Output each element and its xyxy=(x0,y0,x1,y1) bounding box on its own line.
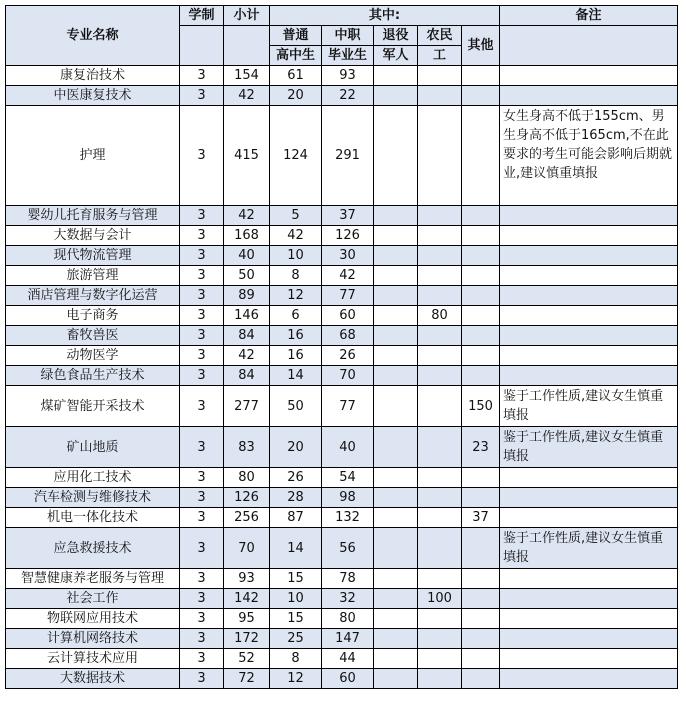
cell-general: 6 xyxy=(270,306,322,326)
header-migrant-line1: 农民 xyxy=(418,26,462,46)
cell-migrant xyxy=(418,427,462,468)
cell-remarks xyxy=(500,86,678,106)
cell-migrant xyxy=(418,106,462,206)
cell-remarks: 女生身高不低于155cm、男生身高不低于165cm,不在此要求的考生可能会影响后期就业,建议慎重填报 xyxy=(500,106,678,206)
table-row xyxy=(6,66,678,86)
cell-vocational: 77 xyxy=(322,286,374,306)
cell-general: 12 xyxy=(270,286,322,306)
cell-veteran xyxy=(374,226,418,246)
cell-other: 150 xyxy=(462,386,500,427)
cell-veteran xyxy=(374,86,418,106)
cell-subtotal: 89 xyxy=(224,286,270,306)
table-row xyxy=(6,206,678,226)
cell-remarks xyxy=(500,266,678,286)
cell-migrant xyxy=(418,226,462,246)
cell-years: 3 xyxy=(180,609,224,629)
cell-vocational: 68 xyxy=(322,326,374,346)
cell-veteran xyxy=(374,427,418,468)
cell-vocational: 40 xyxy=(322,427,374,468)
cell-major: 绿色食品生产技术 xyxy=(6,366,180,386)
header-other: 其他 xyxy=(462,26,500,66)
cell-veteran xyxy=(374,488,418,508)
cell-veteran xyxy=(374,468,418,488)
cell-subtotal: 42 xyxy=(224,346,270,366)
enrollment-plan-table xyxy=(5,5,678,689)
cell-migrant: 80 xyxy=(418,306,462,326)
header-among: 其中: xyxy=(270,6,500,26)
table-row xyxy=(6,306,678,326)
cell-vocational: 56 xyxy=(322,528,374,569)
header-years-blank xyxy=(180,26,224,66)
cell-general: 10 xyxy=(270,246,322,266)
cell-major: 矿山地质 xyxy=(6,427,180,468)
cell-subtotal: 154 xyxy=(224,66,270,86)
cell-veteran xyxy=(374,346,418,366)
cell-subtotal: 95 xyxy=(224,609,270,629)
cell-major: 机电一体化技术 xyxy=(6,508,180,528)
cell-years: 3 xyxy=(180,528,224,569)
cell-years: 3 xyxy=(180,106,224,206)
cell-veteran xyxy=(374,629,418,649)
cell-general: 26 xyxy=(270,468,322,488)
table-row xyxy=(6,386,678,427)
cell-major: 大数据与会计 xyxy=(6,226,180,246)
cell-general: 12 xyxy=(270,669,322,689)
cell-vocational: 32 xyxy=(322,589,374,609)
table-row xyxy=(6,266,678,286)
cell-vocational: 26 xyxy=(322,346,374,366)
table-header xyxy=(6,6,678,66)
cell-vocational: 22 xyxy=(322,86,374,106)
enrollment-table-container xyxy=(5,5,678,689)
header-subtotal: 小计 xyxy=(224,6,270,26)
cell-major: 汽车检测与维修技术 xyxy=(6,488,180,508)
cell-other xyxy=(462,629,500,649)
header-vocational-line2: 毕业生 xyxy=(322,46,374,66)
cell-years: 3 xyxy=(180,488,224,508)
cell-other xyxy=(462,669,500,689)
table-row xyxy=(6,106,678,206)
table-row xyxy=(6,246,678,266)
cell-remarks xyxy=(500,569,678,589)
cell-years: 3 xyxy=(180,386,224,427)
cell-other: 23 xyxy=(462,427,500,468)
header-general-hs-line1: 普通 xyxy=(270,26,322,46)
cell-other xyxy=(462,366,500,386)
cell-general: 50 xyxy=(270,386,322,427)
table-row xyxy=(6,366,678,386)
cell-migrant xyxy=(418,386,462,427)
cell-vocational: 132 xyxy=(322,508,374,528)
cell-remarks xyxy=(500,246,678,266)
cell-general: 28 xyxy=(270,488,322,508)
cell-subtotal: 277 xyxy=(224,386,270,427)
cell-major: 动物医学 xyxy=(6,346,180,366)
cell-general: 15 xyxy=(270,569,322,589)
table-row xyxy=(6,669,678,689)
cell-other: 37 xyxy=(462,508,500,528)
cell-remarks xyxy=(500,669,678,689)
cell-subtotal: 146 xyxy=(224,306,270,326)
cell-other xyxy=(462,569,500,589)
cell-other xyxy=(462,66,500,86)
cell-major: 应急救援技术 xyxy=(6,528,180,569)
header-subtotal-blank xyxy=(224,26,270,66)
cell-years: 3 xyxy=(180,246,224,266)
cell-other xyxy=(462,306,500,326)
table-row xyxy=(6,86,678,106)
cell-major: 畜牧兽医 xyxy=(6,326,180,346)
cell-major: 中医康复技术 xyxy=(6,86,180,106)
cell-years: 3 xyxy=(180,629,224,649)
cell-years: 3 xyxy=(180,206,224,226)
cell-major: 酒店管理与数字化运营 xyxy=(6,286,180,306)
cell-migrant xyxy=(418,246,462,266)
cell-general: 124 xyxy=(270,106,322,206)
cell-veteran xyxy=(374,66,418,86)
cell-years: 3 xyxy=(180,366,224,386)
cell-subtotal: 70 xyxy=(224,528,270,569)
cell-years: 3 xyxy=(180,286,224,306)
table-row xyxy=(6,609,678,629)
cell-major: 智慧健康养老服务与管理 xyxy=(6,569,180,589)
cell-veteran xyxy=(374,326,418,346)
cell-other xyxy=(462,106,500,206)
cell-veteran xyxy=(374,386,418,427)
cell-subtotal: 80 xyxy=(224,468,270,488)
cell-veteran xyxy=(374,286,418,306)
cell-remarks xyxy=(500,226,678,246)
cell-migrant xyxy=(418,66,462,86)
cell-general: 5 xyxy=(270,206,322,226)
cell-major: 计算机网络技术 xyxy=(6,629,180,649)
table-row xyxy=(6,528,678,569)
cell-years: 3 xyxy=(180,266,224,286)
cell-migrant xyxy=(418,86,462,106)
cell-migrant: 100 xyxy=(418,589,462,609)
cell-general: 15 xyxy=(270,609,322,629)
cell-other xyxy=(462,468,500,488)
cell-general: 42 xyxy=(270,226,322,246)
cell-vocational: 126 xyxy=(322,226,374,246)
cell-veteran xyxy=(374,528,418,569)
table-row xyxy=(6,488,678,508)
cell-remarks xyxy=(500,306,678,326)
cell-other xyxy=(462,286,500,306)
cell-other xyxy=(462,649,500,669)
cell-subtotal: 84 xyxy=(224,326,270,346)
cell-veteran xyxy=(374,669,418,689)
cell-subtotal: 126 xyxy=(224,488,270,508)
table-row xyxy=(6,589,678,609)
cell-remarks: 鉴于工作性质,建议女生慎重填报 xyxy=(500,427,678,468)
cell-migrant xyxy=(418,609,462,629)
header-veteran-line2: 军人 xyxy=(374,46,418,66)
table-row xyxy=(6,427,678,468)
cell-years: 3 xyxy=(180,649,224,669)
table-row xyxy=(6,569,678,589)
cell-remarks xyxy=(500,629,678,649)
cell-remarks xyxy=(500,488,678,508)
cell-major: 物联网应用技术 xyxy=(6,609,180,629)
cell-remarks xyxy=(500,609,678,629)
cell-vocational: 60 xyxy=(322,669,374,689)
cell-major: 现代物流管理 xyxy=(6,246,180,266)
cell-veteran xyxy=(374,609,418,629)
cell-other xyxy=(462,206,500,226)
header-major: 专业名称 xyxy=(6,6,180,66)
cell-migrant xyxy=(418,346,462,366)
cell-years: 3 xyxy=(180,427,224,468)
cell-other xyxy=(462,488,500,508)
cell-veteran xyxy=(374,508,418,528)
cell-veteran xyxy=(374,589,418,609)
cell-vocational: 70 xyxy=(322,366,374,386)
cell-years: 3 xyxy=(180,346,224,366)
cell-subtotal: 93 xyxy=(224,569,270,589)
cell-remarks: 鉴于工作性质,建议女生慎重填报 xyxy=(500,528,678,569)
header-veteran-line1: 退役 xyxy=(374,26,418,46)
header-remarks-blank xyxy=(500,26,678,66)
header-general-hs-line2: 高中生 xyxy=(270,46,322,66)
cell-remarks xyxy=(500,649,678,669)
cell-major: 护理 xyxy=(6,106,180,206)
cell-years: 3 xyxy=(180,468,224,488)
cell-subtotal: 84 xyxy=(224,366,270,386)
cell-vocational: 147 xyxy=(322,629,374,649)
cell-subtotal: 172 xyxy=(224,629,270,649)
cell-migrant xyxy=(418,266,462,286)
cell-remarks xyxy=(500,326,678,346)
cell-years: 3 xyxy=(180,306,224,326)
cell-subtotal: 72 xyxy=(224,669,270,689)
cell-general: 16 xyxy=(270,346,322,366)
cell-general: 61 xyxy=(270,66,322,86)
cell-migrant xyxy=(418,569,462,589)
cell-vocational: 78 xyxy=(322,569,374,589)
cell-remarks xyxy=(500,206,678,226)
cell-general: 14 xyxy=(270,528,322,569)
cell-major: 电子商务 xyxy=(6,306,180,326)
table-row xyxy=(6,649,678,669)
cell-remarks xyxy=(500,468,678,488)
table-row xyxy=(6,326,678,346)
cell-subtotal: 256 xyxy=(224,508,270,528)
cell-migrant xyxy=(418,649,462,669)
cell-general: 8 xyxy=(270,649,322,669)
cell-other xyxy=(462,86,500,106)
cell-subtotal: 168 xyxy=(224,226,270,246)
table-row xyxy=(6,286,678,306)
cell-veteran xyxy=(374,366,418,386)
cell-vocational: 77 xyxy=(322,386,374,427)
table-row xyxy=(6,468,678,488)
cell-general: 87 xyxy=(270,508,322,528)
cell-subtotal: 142 xyxy=(224,589,270,609)
cell-migrant xyxy=(418,528,462,569)
cell-vocational: 93 xyxy=(322,66,374,86)
cell-general: 25 xyxy=(270,629,322,649)
cell-general: 20 xyxy=(270,86,322,106)
header-remarks: 备注 xyxy=(500,6,678,26)
cell-major: 云计算技术应用 xyxy=(6,649,180,669)
cell-veteran xyxy=(374,306,418,326)
cell-subtotal: 40 xyxy=(224,246,270,266)
cell-migrant xyxy=(418,468,462,488)
cell-veteran xyxy=(374,106,418,206)
cell-migrant xyxy=(418,326,462,346)
cell-major: 大数据技术 xyxy=(6,669,180,689)
cell-general: 8 xyxy=(270,266,322,286)
cell-other xyxy=(462,226,500,246)
cell-remarks xyxy=(500,589,678,609)
header-migrant-line2: 工 xyxy=(418,46,462,66)
cell-veteran xyxy=(374,206,418,226)
cell-migrant xyxy=(418,629,462,649)
header-years: 学制 xyxy=(180,6,224,26)
cell-other xyxy=(462,266,500,286)
cell-migrant xyxy=(418,488,462,508)
cell-vocational: 37 xyxy=(322,206,374,226)
cell-general: 10 xyxy=(270,589,322,609)
cell-migrant xyxy=(418,206,462,226)
cell-general: 14 xyxy=(270,366,322,386)
cell-migrant xyxy=(418,286,462,306)
cell-other xyxy=(462,589,500,609)
cell-years: 3 xyxy=(180,589,224,609)
cell-general: 20 xyxy=(270,427,322,468)
cell-remarks xyxy=(500,286,678,306)
cell-years: 3 xyxy=(180,508,224,528)
cell-migrant xyxy=(418,508,462,528)
cell-other xyxy=(462,609,500,629)
cell-remarks xyxy=(500,366,678,386)
cell-remarks xyxy=(500,346,678,366)
cell-remarks xyxy=(500,508,678,528)
cell-major: 社会工作 xyxy=(6,589,180,609)
cell-vocational: 80 xyxy=(322,609,374,629)
cell-major: 婴幼儿托育服务与管理 xyxy=(6,206,180,226)
cell-vocational: 42 xyxy=(322,266,374,286)
cell-years: 3 xyxy=(180,226,224,246)
cell-subtotal: 50 xyxy=(224,266,270,286)
cell-veteran xyxy=(374,266,418,286)
cell-general: 16 xyxy=(270,326,322,346)
cell-years: 3 xyxy=(180,669,224,689)
cell-vocational: 44 xyxy=(322,649,374,669)
cell-major: 应用化工技术 xyxy=(6,468,180,488)
table-row xyxy=(6,629,678,649)
cell-years: 3 xyxy=(180,569,224,589)
cell-major: 煤矿智能开采技术 xyxy=(6,386,180,427)
table-body xyxy=(6,66,678,689)
cell-years: 3 xyxy=(180,326,224,346)
cell-subtotal: 52 xyxy=(224,649,270,669)
cell-vocational: 60 xyxy=(322,306,374,326)
cell-major: 康复治技术 xyxy=(6,66,180,86)
cell-migrant xyxy=(418,366,462,386)
cell-veteran xyxy=(374,649,418,669)
table-row xyxy=(6,508,678,528)
cell-subtotal: 42 xyxy=(224,206,270,226)
cell-other xyxy=(462,246,500,266)
cell-other xyxy=(462,346,500,366)
header-vocational-line1: 中职 xyxy=(322,26,374,46)
cell-other xyxy=(462,528,500,569)
table-row xyxy=(6,226,678,246)
cell-years: 3 xyxy=(180,86,224,106)
cell-major: 旅游管理 xyxy=(6,266,180,286)
cell-other xyxy=(462,326,500,346)
cell-subtotal: 42 xyxy=(224,86,270,106)
cell-veteran xyxy=(374,246,418,266)
cell-years: 3 xyxy=(180,66,224,86)
cell-vocational: 54 xyxy=(322,468,374,488)
cell-vocational: 98 xyxy=(322,488,374,508)
cell-veteran xyxy=(374,569,418,589)
table-row xyxy=(6,346,678,366)
cell-vocational: 291 xyxy=(322,106,374,206)
cell-remarks: 鉴于工作性质,建议女生慎重填报 xyxy=(500,386,678,427)
cell-vocational: 30 xyxy=(322,246,374,266)
cell-subtotal: 415 xyxy=(224,106,270,206)
cell-migrant xyxy=(418,669,462,689)
cell-remarks xyxy=(500,66,678,86)
cell-subtotal: 83 xyxy=(224,427,270,468)
